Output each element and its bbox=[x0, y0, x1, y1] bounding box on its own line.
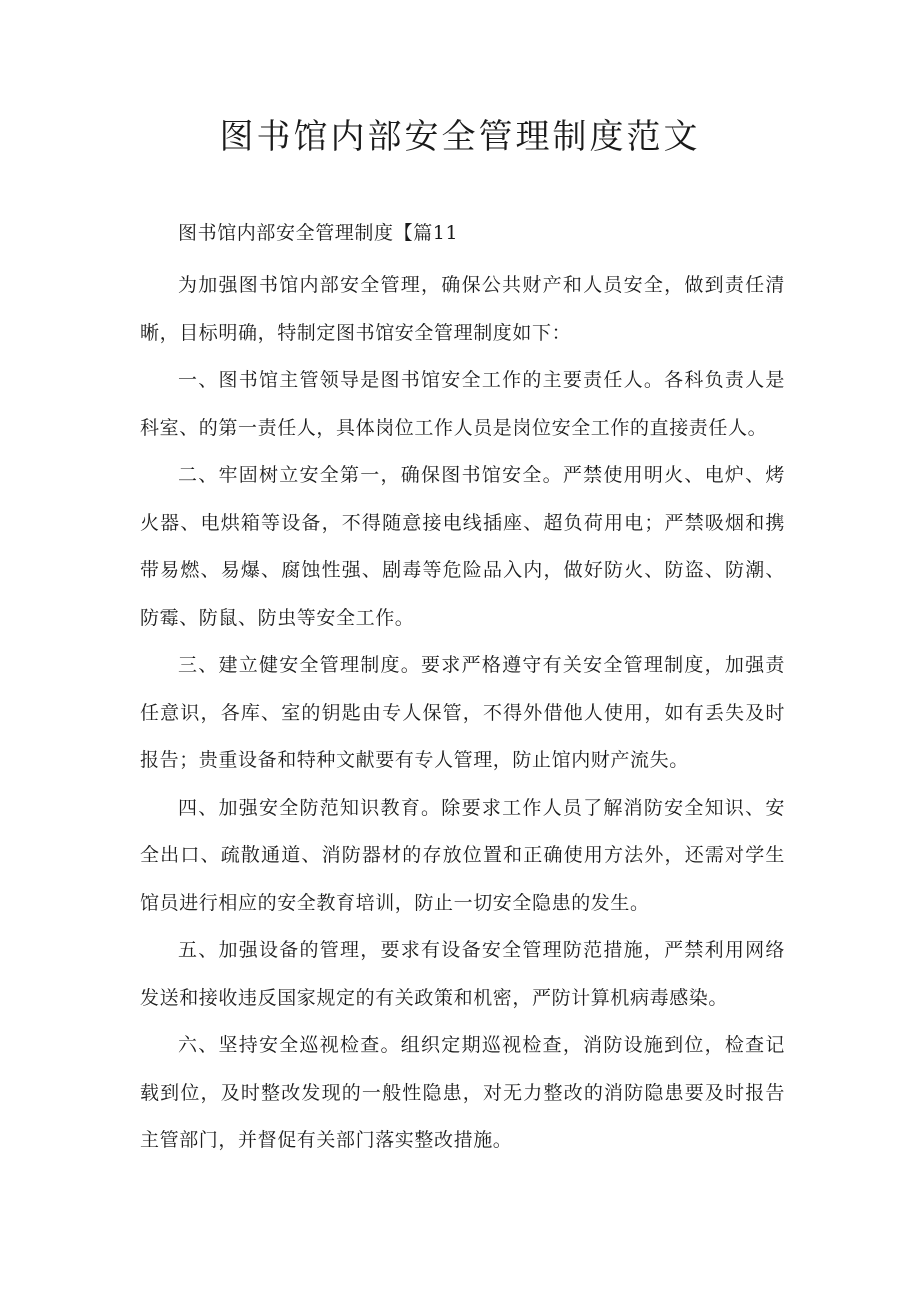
paragraph-item-2: 二、牢固树立安全第一，确保图书馆安全。严禁使用明火、电炉、烤火器、电烘箱等设备，不得随意接电线插座、超负荷用电；严禁吸烟和携带易燃、易爆、腐蚀性强、剧毒等危险品入内，做好防火、防盗、防潮、防霉、防鼠、防虫等安全工作。 bbox=[140, 464, 785, 629]
paragraph-item-4: 四、加强安全防范知识教育。除要求工作人员了解消防安全知识、安全出口、疏散通道、消防器材的存放位置和正确使用方法外，还需对学生馆员进行相应的安全教育培训，防止一切安全隐患的发生。 bbox=[140, 796, 785, 914]
paragraph-item-3: 三、建立健安全管理制度。要求严格遵守有关安全管理制度，加强责任意识，各库、室的钥匙由专人保管，不得外借他人使用，如有丢失及时报告；贵重设备和特种文献要有专人管理，防止馆内财产流失。 bbox=[140, 654, 785, 771]
paragraph-intro: 为加强图书馆内部安全管理，确保公共财产和人员安全，做到责任清晰，目标明确，特制定图书馆安全管理制度如下： bbox=[140, 274, 785, 344]
paragraph-item-1: 一、图书馆主管领导是图书馆安全工作的主要责任人。各科负责人是科室、的第一责任人，具体岗位工作人员是岗位安全工作的直接责任人。 bbox=[140, 369, 785, 439]
document-body bbox=[140, 214, 785, 1165]
paragraph-item-5: 五、加强设备的管理，要求有设备安全管理防范措施，严禁利用网络发送和接收违反国家规定的有关政策和机密，严防计算机病毒感染。 bbox=[140, 939, 785, 1009]
document-title: 图书馆内部安全管理制度范文 bbox=[219, 117, 701, 157]
paragraph-item-6: 六、坚持安全巡视检查。组织定期巡视检查，消防设施到位，检查记载到位，及时整改发现的一般性隐患，对无力整改的消防隐患要及时报告主管部门，并督促有关部门落实整改措施。 bbox=[140, 1034, 785, 1151]
section-heading: 图书馆内部安全管理制度【篇11 bbox=[178, 222, 459, 244]
